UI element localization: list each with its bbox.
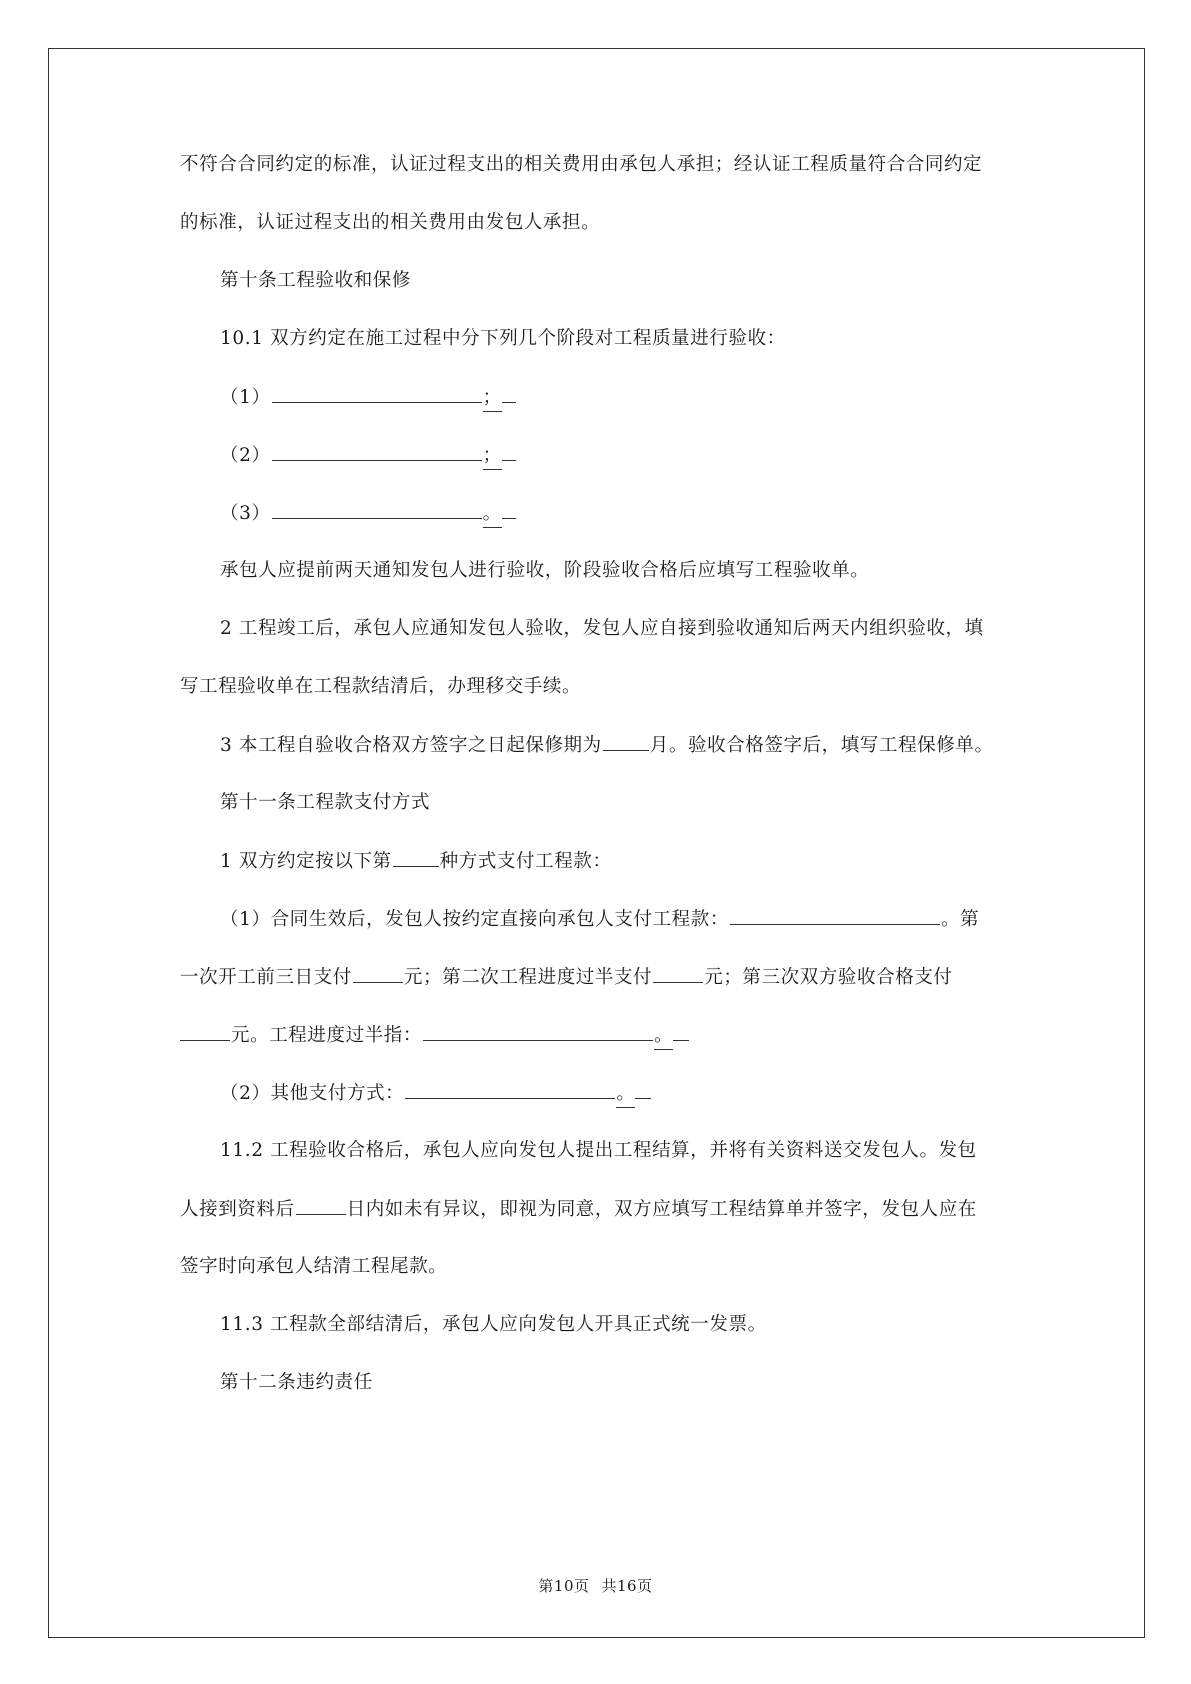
article-10-title: 第十条工程验收和保修 bbox=[220, 270, 412, 291]
progress-definition-blank[interactable] bbox=[423, 1022, 653, 1041]
clause-text: 种方式支付工程款： bbox=[439, 851, 612, 872]
clause-11-1 bbox=[220, 848, 612, 875]
clause-11-2-line: 签字时向承包人结清工程尾款。 bbox=[180, 1256, 448, 1277]
item-label: （1） bbox=[220, 387, 271, 408]
clause-10-1: 10.1 双方约定在施工过程中分下列几个阶段对工程质量进行验收： bbox=[220, 328, 786, 349]
clause-text: 3 本工程自验收合格双方签字之日起保修期为 bbox=[220, 735, 602, 756]
item-label: （3） bbox=[220, 503, 271, 524]
fill-blank-tail bbox=[502, 384, 516, 403]
fill-blank-tail bbox=[502, 442, 516, 461]
article-11-title: 第十一条工程款支付方式 bbox=[220, 792, 431, 813]
payment-option-1-line bbox=[180, 964, 953, 991]
fill-blank-tail bbox=[635, 1080, 651, 1099]
warranty-months-blank[interactable] bbox=[603, 732, 649, 751]
item-label: （2） bbox=[220, 445, 271, 466]
item-end: ； bbox=[483, 385, 502, 412]
item-end: 。 bbox=[483, 501, 502, 528]
clause-11-2-line: 11.2 工程验收合格后，承包人应向发包人提出工程结算，并将有关资料送交发包人。发包 bbox=[220, 1140, 977, 1161]
fill-blank[interactable] bbox=[272, 500, 482, 519]
clause-text: 一次开工前三日支付 bbox=[180, 967, 352, 988]
payment-option-2 bbox=[220, 1080, 651, 1108]
paragraph-line: 不符合合同约定的标准，认证过程支出的相关费用由承包人承担；经认证工程质量符合合同约定 bbox=[180, 154, 983, 175]
clause-11-2-line bbox=[180, 1196, 977, 1223]
clause-text: 。 bbox=[654, 1023, 673, 1050]
second-payment-blank[interactable] bbox=[653, 964, 703, 983]
article-12-title: 第十二条违约责任 bbox=[220, 1372, 373, 1393]
page-border bbox=[48, 48, 1145, 1638]
clause-text: 日内如未有异议，即视为同意，双方应填写工程结算单并签字，发包人应在 bbox=[346, 1199, 977, 1220]
page-total: 共16页 bbox=[601, 1577, 653, 1595]
clause-11-3: 11.3 工程款全部结清后，承包人应向发包人开具正式统一发票。 bbox=[220, 1314, 767, 1335]
clause-text: 人接到资料后 bbox=[180, 1199, 295, 1220]
payment-method-blank[interactable] bbox=[393, 848, 439, 867]
fill-blank-tail bbox=[673, 1022, 689, 1041]
fill-blank-tail bbox=[502, 500, 516, 519]
inspection-item-1 bbox=[220, 384, 516, 412]
clause-text: 。第 bbox=[940, 909, 980, 930]
page-number: 第10页 bbox=[538, 1577, 590, 1595]
inspection-item-3 bbox=[220, 500, 516, 528]
clause-10-2-line: 2 工程竣工后，承包人应通知发包人验收，发包人应自接到验收通知后两天内组织验收，填 bbox=[220, 618, 984, 639]
clause-10-2-line: 写工程验收单在工程款结清后，办理移交手续。 bbox=[180, 676, 582, 697]
fill-blank[interactable] bbox=[272, 442, 482, 461]
payment-option-1-line bbox=[180, 1022, 689, 1050]
fill-blank[interactable] bbox=[272, 384, 482, 403]
clause-text: 1 双方约定按以下第 bbox=[220, 851, 392, 872]
review-days-blank[interactable] bbox=[296, 1196, 346, 1215]
item-end: ； bbox=[483, 443, 502, 470]
clause-text: （2）其他支付方式： bbox=[220, 1083, 405, 1104]
other-payment-blank[interactable] bbox=[405, 1080, 615, 1099]
clause-text: 元。工程进度过半指： bbox=[231, 1025, 423, 1046]
page-footer bbox=[0, 1575, 1191, 1596]
third-payment-blank[interactable] bbox=[180, 1022, 230, 1041]
clause-text: 。 bbox=[616, 1081, 635, 1108]
first-payment-blank[interactable] bbox=[353, 964, 403, 983]
payment-amount-blank[interactable] bbox=[730, 906, 940, 925]
paragraph-line: 的标准，认证过程支出的相关费用由发包人承担。 bbox=[180, 212, 601, 233]
clause-text: 月。验收合格签字后，填写工程保修单。 bbox=[649, 735, 994, 756]
inspection-item-2 bbox=[220, 442, 516, 470]
payment-option-1-line bbox=[220, 906, 979, 933]
clause-text: （1）合同生效后，发包人按约定直接向承包人支付工程款： bbox=[220, 909, 729, 930]
clause-text: 元；第二次工程进度过半支付 bbox=[403, 967, 653, 988]
inspection-notice: 承包人应提前两天通知发包人进行验收，阶段验收合格后应填写工程验收单。 bbox=[220, 560, 870, 581]
clause-10-3 bbox=[220, 732, 994, 759]
clause-text: 元；第三次双方验收合格支付 bbox=[704, 967, 953, 988]
